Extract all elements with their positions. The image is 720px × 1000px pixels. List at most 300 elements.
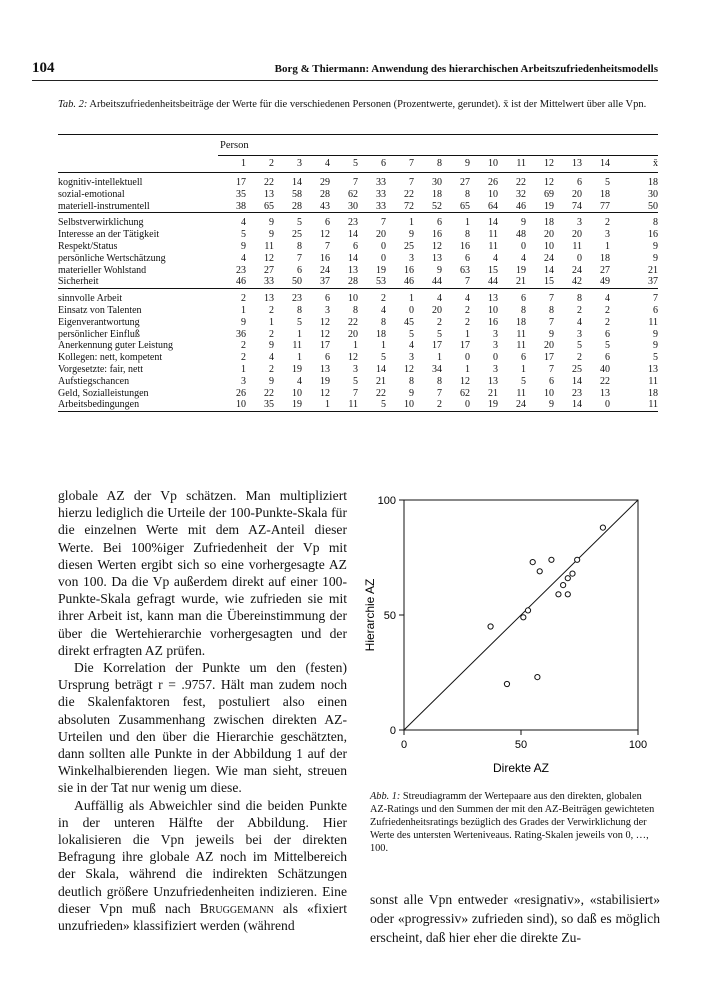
table-cell: 13 [488, 375, 498, 387]
row-label: materiell-instrumentell [58, 200, 150, 212]
table-cell: 13 [320, 363, 330, 375]
table-cell: 16 [320, 252, 330, 264]
table-cell: 10 [404, 399, 414, 411]
table-cell: 28 [292, 200, 302, 212]
column-header: 3 [297, 158, 302, 170]
mean-cell: 9 [653, 328, 658, 340]
table-cell: 6 [521, 352, 526, 364]
table-cell: 9 [241, 316, 246, 328]
data-point [556, 592, 561, 597]
table-cell: 12 [320, 328, 330, 340]
table-cell: 25 [292, 229, 302, 241]
table-cell: 9 [409, 229, 414, 241]
table-cell: 10 [292, 387, 302, 399]
table-cell: 65 [264, 200, 274, 212]
mean-cell: 11 [648, 375, 658, 387]
table-cell: 2 [577, 352, 582, 364]
table-cell: 0 [465, 352, 470, 364]
table-cell: 28 [348, 276, 358, 288]
table-cell: 48 [516, 229, 526, 241]
row-label: sinnvolle Arbeit [58, 293, 123, 305]
table-cell: 4 [465, 293, 470, 305]
table-cell: 53 [376, 276, 386, 288]
mean-cell: 9 [653, 340, 658, 352]
paragraph-text: Auffällig als Abweichler sind die beiden Punkte in der unteren Hälfte der Abbildung. Hier lokalisieren die Vpn jeweils bei der direkten Befragung ihre globale AZ noch im Mittelbereich der Skala, während die indirekten Schätzungen deutlich größere Unzufriedenheiten indizieren. Eine dieser Vpn muß nach [58, 797, 347, 916]
table-cell: 0 [577, 252, 582, 264]
table-cell: 3 [493, 328, 498, 340]
data-point [561, 583, 566, 588]
table-cell: 4 [381, 304, 386, 316]
table-cell: 1 [241, 363, 246, 375]
table-cell: 6 [325, 293, 330, 305]
table-cell: 3 [325, 304, 330, 316]
table-cell: 20 [544, 229, 554, 241]
table-cell: 14 [488, 217, 498, 229]
table-cell: 12 [264, 252, 274, 264]
table-cell: 16 [432, 229, 442, 241]
table-cell: 8 [297, 240, 302, 252]
running-head: Borg & Thiermann: Anwendung des hierarchischen Arbeitszufriedenheitsmodells [274, 63, 658, 75]
mean-cell: 50 [648, 200, 658, 212]
table-cell: 1 [353, 340, 358, 352]
x-tick-label: 50 [514, 739, 528, 751]
table-cell: 14 [572, 375, 582, 387]
table-cell: 15 [544, 276, 554, 288]
table-cell: 50 [292, 276, 302, 288]
table-cell: 3 [577, 217, 582, 229]
table-cell: 2 [241, 352, 246, 364]
table-cell: 1 [465, 363, 470, 375]
table-cell: 24 [544, 252, 554, 264]
mean-header: x̄ [653, 158, 658, 170]
table-cell: 1 [409, 293, 414, 305]
table-cell: 19 [320, 375, 330, 387]
table-cell: 9 [269, 229, 274, 241]
table-cell: 3 [493, 363, 498, 375]
table-cell: 44 [432, 276, 442, 288]
table-cell: 11 [516, 340, 526, 352]
table-cell: 35 [236, 188, 246, 200]
table-cell: 46 [236, 276, 246, 288]
table-row [58, 276, 658, 288]
table-cell: 38 [236, 200, 246, 212]
table-cell: 19 [376, 264, 386, 276]
table-cell: 8 [381, 316, 386, 328]
row-label: Respekt/Status [58, 240, 118, 252]
table-cell: 5 [297, 217, 302, 229]
table-cell: 29 [320, 177, 330, 188]
column-header: 12 [544, 158, 554, 170]
table-caption-text: Arbeitszufriedenheitsbeiträge der Werte für die verschiedenen Personen (Prozentwerte, gerundet). x̄ ist der Mittelwert über alle Vpn. [89, 99, 647, 110]
table-cell: 10 [236, 399, 246, 411]
table-cell: 10 [488, 304, 498, 316]
table-cell: 1 [269, 316, 274, 328]
table-cell: 14 [544, 264, 554, 276]
table-cell: 23 [292, 293, 302, 305]
table-cell: 28 [320, 188, 330, 200]
table-cell: 9 [269, 375, 274, 387]
table-cell: 64 [488, 200, 498, 212]
row-label: Anerkennung guter Leistung [58, 340, 173, 352]
table-cell: 13 [488, 293, 498, 305]
mean-cell: 6 [653, 304, 658, 316]
table-cell: 0 [493, 352, 498, 364]
table-cell: 7 [465, 276, 470, 288]
column-header: 13 [572, 158, 582, 170]
table-cell: 12 [404, 363, 414, 375]
table-cell: 11 [264, 240, 274, 252]
row-label-spacer [58, 156, 218, 173]
table-cell: 2 [605, 316, 610, 328]
table-cell: 11 [516, 387, 526, 399]
table-cell: 13 [600, 387, 610, 399]
table-cell: 7 [549, 293, 554, 305]
row-label: sozial-emotional [58, 188, 125, 200]
table-cell: 4 [241, 217, 246, 229]
table-cell: 9 [409, 387, 414, 399]
table-cell: 25 [572, 363, 582, 375]
column-header: 9 [465, 158, 470, 170]
table-cell: 3 [493, 340, 498, 352]
table-cell: 20 [572, 188, 582, 200]
table-cell: 5 [297, 316, 302, 328]
table-cell: 14 [376, 363, 386, 375]
table-cell: 5 [605, 177, 610, 188]
table-cell: 21 [376, 375, 386, 387]
mean-cell: 5 [653, 352, 658, 364]
mean-cell: 18 [648, 387, 658, 399]
table-cell: 6 [325, 352, 330, 364]
table-row [58, 329, 658, 341]
data-point [504, 681, 509, 686]
table-cell: 26 [236, 387, 246, 399]
table-cell: 9 [549, 328, 554, 340]
table-cell: 8 [577, 293, 582, 305]
table-cell: 13 [348, 264, 358, 276]
table-cell: 11 [572, 240, 582, 252]
table-cell: 17 [432, 340, 442, 352]
data-point [521, 615, 526, 620]
table-cell: 5 [577, 340, 582, 352]
x-axis-label: Direkte AZ [492, 761, 550, 775]
table-cell: 2 [381, 293, 386, 305]
table-cell: 4 [241, 252, 246, 264]
table-cell: 5 [605, 340, 610, 352]
table-cell: 46 [404, 276, 414, 288]
data-point [565, 576, 570, 581]
value-table [58, 134, 658, 413]
table-cell: 11 [516, 328, 526, 340]
table-cell: 1 [605, 240, 610, 252]
table-cell: 18 [544, 217, 554, 229]
table-cell: 24 [572, 264, 582, 276]
table-cell: 12 [460, 375, 470, 387]
table-cell: 2 [577, 304, 582, 316]
table-cell: 9 [437, 264, 442, 276]
table-cell: 18 [432, 188, 442, 200]
table-row [58, 399, 658, 411]
table-cell: 2 [605, 304, 610, 316]
table-cell: 11 [348, 399, 358, 411]
table-cell: 3 [353, 363, 358, 375]
table-cell: 2 [465, 316, 470, 328]
table-cell: 49 [600, 276, 610, 288]
diagonal-line [404, 500, 638, 730]
table-cell: 5 [437, 328, 442, 340]
table-cell: 1 [465, 328, 470, 340]
table-cell: 19 [544, 200, 554, 212]
row-label: materieller Wohlstand [58, 264, 147, 276]
row-label: Arbeitsbedingungen [58, 399, 140, 411]
table-cell: 4 [297, 375, 302, 387]
paragraph-tail: als «fixiert unzufrieden» klassifiziert werden (während [58, 900, 347, 934]
table-cell: 21 [516, 276, 526, 288]
column-header: 4 [325, 158, 330, 170]
table-cell: 1 [297, 328, 302, 340]
column-header: 7 [409, 158, 414, 170]
x-tick-label: 100 [628, 739, 648, 751]
table-cell: 22 [348, 316, 358, 328]
table-cell: 6 [353, 240, 358, 252]
table-cell: 33 [264, 276, 274, 288]
y-tick-label: 0 [389, 725, 396, 737]
table-cell: 10 [544, 387, 554, 399]
table-cell: 0 [381, 252, 386, 264]
table-row [58, 305, 658, 317]
table-cell: 6 [465, 252, 470, 264]
table-cell: 2 [605, 217, 610, 229]
table-cell: 45 [404, 316, 414, 328]
row-label: Geld, Sozialleistungen [58, 387, 149, 399]
table-cell: 69 [544, 188, 554, 200]
column-header: 8 [437, 158, 442, 170]
mean-cell: 9 [653, 252, 658, 264]
mean-cell: 13 [648, 363, 658, 375]
table-cell: 0 [409, 304, 414, 316]
table-cell: 62 [348, 188, 358, 200]
table-cell: 1 [325, 399, 330, 411]
mean-cell: 8 [653, 217, 658, 229]
table-cell: 18 [600, 252, 610, 264]
table-cell: 20 [544, 340, 554, 352]
table-cell: 11 [488, 240, 498, 252]
data-point [525, 608, 530, 613]
figure-label: Abb. 1: [370, 791, 401, 802]
table-cell: 7 [325, 240, 330, 252]
table-cell: 27 [600, 264, 610, 276]
table-cell: 4 [269, 352, 274, 364]
table-row [58, 217, 658, 229]
table-cell: 19 [516, 264, 526, 276]
table-cell: 23 [348, 217, 358, 229]
figure-caption [370, 790, 660, 855]
table-cell: 18 [600, 188, 610, 200]
y-tick-label: 50 [383, 610, 396, 622]
row-label-spacer [58, 137, 218, 156]
row-label: Einsatz von Talenten [58, 304, 142, 316]
table-cell: 1 [409, 217, 414, 229]
table-cell: 12 [320, 316, 330, 328]
row-label: persönlicher Einfluß [58, 328, 140, 340]
body-text-right [370, 890, 660, 947]
data-point [537, 569, 542, 574]
mean-cell: 11 [648, 399, 658, 411]
table-row [58, 253, 658, 265]
table-cell: 58 [292, 188, 302, 200]
table-cell: 2 [465, 304, 470, 316]
table-cell: 12 [432, 240, 442, 252]
data-point [565, 592, 570, 597]
table-cell: 14 [292, 177, 302, 188]
table-cell: 22 [376, 387, 386, 399]
author-name: Bruggemann [199, 900, 274, 916]
table-cell: 52 [432, 200, 442, 212]
table-cell: 3 [577, 328, 582, 340]
row-label: Vorgesetzte: fair, nett [58, 363, 144, 375]
row-label: Interesse an der Tätigkeit [58, 229, 160, 241]
table-cell: 6 [325, 217, 330, 229]
table-cell: 7 [549, 316, 554, 328]
table-cell: 72 [404, 200, 414, 212]
table-cell: 13 [264, 293, 274, 305]
table-cell: 2 [269, 304, 274, 316]
table-cell: 63 [460, 264, 470, 276]
table-row [58, 229, 658, 241]
table-row [58, 352, 658, 364]
row-label: Aufstiegschancen [58, 375, 130, 387]
table-cell: 7 [409, 177, 414, 188]
table-cell: 9 [549, 399, 554, 411]
table-cell: 18 [376, 328, 386, 340]
table-cell: 33 [376, 188, 386, 200]
table-label: Tab. 2: [58, 99, 88, 110]
table-cell: 7 [437, 387, 442, 399]
table-cell: 17 [460, 340, 470, 352]
row-label: kognitiv-intellektuell [58, 177, 143, 188]
column-header: 11 [516, 158, 526, 170]
table-cell: 65 [460, 200, 470, 212]
table-cell: 33 [376, 177, 386, 188]
table-cell: 1 [437, 352, 442, 364]
y-tick-label: 100 [377, 495, 396, 507]
table-cell: 12 [544, 177, 554, 188]
table-cell: 6 [521, 293, 526, 305]
table-cell: 24 [320, 264, 330, 276]
table-row [58, 376, 658, 388]
table-cell: 33 [376, 200, 386, 212]
table-cell: 7 [353, 387, 358, 399]
table-row [58, 189, 658, 201]
table-cell: 0 [605, 399, 610, 411]
table-cell: 23 [572, 387, 582, 399]
table-cell: 13 [264, 188, 274, 200]
table-cell: 20 [348, 328, 358, 340]
table-cell: 6 [577, 177, 582, 188]
column-header: 1 [241, 158, 246, 170]
row-label: persönliche Wertschätzung [58, 252, 166, 264]
mean-cell: 18 [648, 177, 658, 188]
row-label: Selbstverwirklichung [58, 217, 144, 229]
table-cell: 3 [605, 229, 610, 241]
table-cell: 22 [516, 177, 526, 188]
mean-cell: 30 [648, 188, 658, 200]
table-cell: 25 [404, 240, 414, 252]
table-cell: 17 [320, 340, 330, 352]
row-label: Kollegen: nett, kompetent [58, 352, 163, 364]
mean-cell: 9 [653, 240, 658, 252]
table-cell: 16 [488, 316, 498, 328]
column-header: 5 [353, 158, 358, 170]
y-axis-label: Hierarchie AZ [363, 578, 377, 652]
table-cell: 3 [241, 375, 246, 387]
table-cell: 46 [516, 200, 526, 212]
mean-cell: 16 [648, 229, 658, 241]
table-cell: 23 [236, 264, 246, 276]
paragraph: globale AZ der Vp schätzen. Man multipliziert hierzu lediglich die Urteile der 100-Punkte-Skala für die einzelnen Werte mit dem AZ-Anteil dieser Werte. Bei 100%iger Zufriedenheit der Vp mit diesen Werten ergibt sich so eine vorhergesagte AZ von 100. Da die Vp außerdem direkt auf einer 100-Punkte-Skala gefragt wurde, wie zufrieden sie mit ihrer Arbeit ist, kann man die Übereinstimmung der über die Wertehierarchie vorhergesagten und der direkt erfragten AZ prüfen. [58, 488, 347, 658]
table-cell: 37 [320, 276, 330, 288]
table-row [58, 388, 658, 400]
table-row [58, 177, 658, 189]
table-cell: 6 [605, 328, 610, 340]
table-cell: 6 [549, 375, 554, 387]
table-cell: 8 [409, 375, 414, 387]
data-point [530, 560, 535, 565]
table-cell: 20 [432, 304, 442, 316]
data-point [570, 571, 575, 576]
table-cell: 7 [549, 363, 554, 375]
table-cell: 4 [493, 252, 498, 264]
table-cell: 5 [381, 352, 386, 364]
table-cell: 22 [264, 177, 274, 188]
table-cell: 22 [264, 387, 274, 399]
column-header: 6 [381, 158, 386, 170]
table-cell: 62 [460, 387, 470, 399]
table-cell: 14 [348, 252, 358, 264]
table-cell: 12 [320, 229, 330, 241]
table-cell: 9 [241, 240, 246, 252]
table-cell: 32 [516, 188, 526, 200]
data-point [535, 675, 540, 680]
table-cell: 77 [600, 200, 610, 212]
table-cell: 1 [521, 363, 526, 375]
table-cell: 10 [544, 240, 554, 252]
page-number: 104 [32, 60, 55, 76]
table-cell: 14 [572, 399, 582, 411]
table-cell: 6 [297, 264, 302, 276]
table-cell: 4 [521, 252, 526, 264]
data-point [488, 624, 493, 629]
column-header: 14 [600, 158, 610, 170]
table-cell: 12 [320, 387, 330, 399]
table-cell: 27 [264, 264, 274, 276]
x-tick-label: 0 [400, 739, 408, 751]
table-cell: 30 [348, 200, 358, 212]
table-cell: 7 [353, 177, 358, 188]
table-cell: 5 [521, 375, 526, 387]
person-header: Person [218, 137, 658, 156]
table-cell: 34 [432, 363, 442, 375]
table-cell: 8 [297, 304, 302, 316]
table-cell: 1 [241, 304, 246, 316]
table-cell: 7 [297, 252, 302, 264]
table-row [58, 241, 658, 253]
table-cell: 44 [488, 276, 498, 288]
data-point [549, 557, 554, 562]
table-cell: 10 [348, 293, 358, 305]
table-row [58, 293, 658, 305]
table-cell: 35 [264, 399, 274, 411]
table-row [58, 265, 658, 277]
